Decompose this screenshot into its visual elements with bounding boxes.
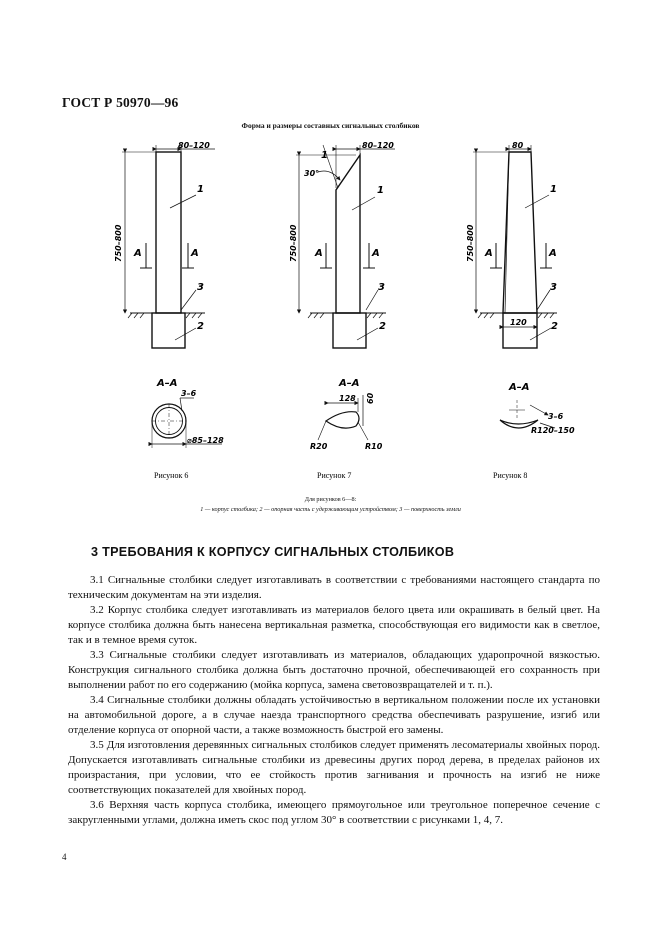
fig8-section-mark-left: A	[485, 248, 493, 259]
fig6-height-dim: 750–800	[114, 224, 123, 262]
fig7-section-title: А–А	[339, 378, 360, 389]
fig8-callout-3: 3	[550, 282, 557, 293]
section-body	[68, 573, 600, 828]
fig7-section-mark-right: A	[372, 248, 380, 259]
paragraph-3-2: 3.2 Корпус столбика следует изготавливать из материалов белого цвета или окрашивать в белый цвет. На корпусе столбика должна быть нанесена вертикальная разметка, способствующая его видимости как в светлое, так и в темное время суток.	[68, 604, 600, 646]
fig8-callout-1: 1	[550, 184, 557, 195]
fig8-section-mark-right: A	[549, 248, 557, 259]
legend-items: 1 — корпус столбика; 2 — опорная часть с удерживающим устройством; 3 — поверхность земли	[200, 506, 461, 513]
fig7-angle-mark: 1	[321, 150, 328, 161]
fig7-width-dim: 80–120	[362, 141, 394, 150]
fig6-section-title: А–А	[157, 378, 178, 389]
fig6-section-mark-left: A	[134, 248, 142, 259]
fig6-section-mark-right: A	[191, 248, 199, 259]
fig6-callout-1: 1	[197, 184, 204, 195]
fig7-section-mark-left: A	[315, 248, 323, 259]
fig6-diam-dim: ⌀85–128	[187, 436, 224, 445]
document-header: ГОСТ Р 50970—96	[62, 95, 179, 110]
fig6-callout-2: 2	[197, 321, 204, 332]
fig8-radius-dim: R120–150	[531, 426, 575, 435]
fig6-wall-dim: 3–6	[181, 389, 197, 398]
figure-title: Форма и размеры составных сигнальных столбиков	[241, 121, 420, 130]
fig7-callout-1: 1	[377, 185, 384, 196]
fig8-section-title: А–А	[509, 382, 530, 393]
fig8-base-dim: 120	[510, 318, 527, 327]
fig7-height-dim: 750–800	[289, 224, 298, 262]
fig7-side-dim: 60	[366, 392, 375, 404]
fig7-angle-dim: 30°	[304, 169, 320, 178]
fig8-caption: Рисунок 8	[493, 471, 528, 480]
fig8-callout-2: 2	[551, 321, 558, 332]
fig8-wall-dim: 3–6	[548, 412, 564, 421]
paragraph-3-3: 3.3 Сигнальные столбики следует изготавливать из материалов, обладающих ударопрочной вязкостью. Конструкция сигнального столбика должна быть достаточно прочной, обеспечивающей его сохранность при выполнении работ по его содержанию (мойка корпуса, замена световозвращателей и т. п.).	[68, 649, 600, 691]
fig7-callout-2: 2	[379, 321, 386, 332]
fig7-r-right: R10	[365, 442, 383, 451]
fig8-height-dim: 750–800	[466, 224, 475, 262]
fig7-callout-3: 3	[378, 282, 385, 293]
legend-heading: Для рисунков 6—8:	[304, 496, 357, 503]
fig8-width-dim: 80	[512, 141, 524, 150]
page-number: 4	[62, 852, 67, 862]
fig6-width-dim: 80–120	[178, 141, 210, 150]
fig7-r-left: R20	[310, 442, 328, 451]
fig6-caption: Рисунок 6	[154, 471, 189, 480]
section-title: 3 ТРЕБОВАНИЯ К КОРПУСУ СИГНАЛЬНЫХ СТОЛБИКОВ	[91, 545, 455, 559]
fig7-caption: Рисунок 7	[317, 471, 352, 480]
figure-6-drawing	[122, 145, 222, 448]
paragraph-3-6: 3.6 Верхняя часть корпуса столбика, имеющего прямоугольное или треугольное поперечное сечение с закругленными углами, должна иметь скос под углом 30° в соответствии с рисунками 1, 4, 7.	[68, 799, 600, 826]
paragraph-3-1: 3.1 Сигнальные столбики следует изготавливать в соответствии с требованиями настоящего стандарта по техническим документам на эти изделия.	[68, 574, 600, 601]
paragraph-3-5: 3.5 Для изготовления деревянных сигнальных столбиков следует применять лесоматериалы хвойных пород. Допускается изготавливать сигнальные столбики из древесины других пород дерева, в пределах районов их произрастания, при условии, что ее стойкость против загнивания и прочность на изгиб не ниже соответствующих показателей для хвойных пород.	[68, 739, 600, 796]
fig7-top-dim: 128	[339, 394, 356, 403]
paragraph-3-4: 3.4 Сигнальные столбики должны обладать устойчивостью в вертикальном положении после их установки на автомобильной дороге, а в случае наезда транспортного средства обеспечивать разрушение, изгиб или отделение корпуса от опорной части, а также возможность быстрой его замены.	[68, 694, 600, 736]
fig6-callout-3: 3	[197, 282, 204, 293]
